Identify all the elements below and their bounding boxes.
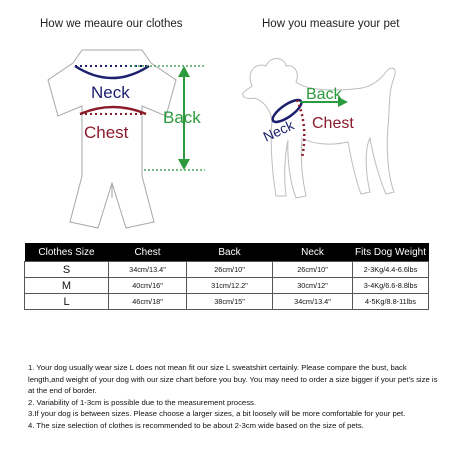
back-cell: 38cm/15" bbox=[187, 294, 273, 310]
chest-cell: 46cm/18" bbox=[109, 294, 187, 310]
clothes-back-label: Back bbox=[163, 108, 201, 127]
pet-chest-label: Chest bbox=[312, 115, 354, 132]
col-header-back: Back bbox=[187, 243, 273, 262]
sizing-notes bbox=[18, 362, 442, 431]
weight-cell: 3-4Kg/6.6-8.8lbs bbox=[353, 278, 429, 294]
chest-cell: 34cm/13.4" bbox=[109, 262, 187, 278]
chest-cell: 40cm/16" bbox=[109, 278, 187, 294]
note-item: 3.If your dog is between sizes. Please choose a larger sizes, a bit loosely will be more comfortable for your pet. bbox=[28, 409, 406, 418]
table-row bbox=[25, 278, 429, 294]
weight-cell: 2-3Kg/4.4-6.6lbs bbox=[353, 262, 429, 278]
pet-back-label: Back bbox=[306, 86, 342, 103]
pet-neck-label: Neck bbox=[260, 116, 297, 145]
col-header-fits-dog-weight: Fits Dog Weight bbox=[353, 243, 429, 262]
neck-cell: 26cm/10" bbox=[273, 262, 353, 278]
neck-cell: 30cm/12" bbox=[273, 278, 353, 294]
table-row bbox=[25, 262, 429, 278]
clothes-neck-label: Neck bbox=[91, 83, 130, 102]
note-item: 1. Your dog usually wear size L does not mean fit our size L sweatshirt certainly. Please compare the bust, back length,and weight of your dog with our size chart before you buy. You may need to order a size bigger if your pet's size is at the end of border. bbox=[28, 363, 438, 395]
neck-cell: 34cm/13.4" bbox=[273, 294, 353, 310]
back-cell: 31cm/12.2" bbox=[187, 278, 273, 294]
table-header-row bbox=[25, 243, 429, 262]
col-header-neck: Neck bbox=[273, 243, 353, 262]
table-row bbox=[25, 294, 429, 310]
col-header-clothes-size: Clothes Size bbox=[25, 243, 109, 262]
col-header-chest: Chest bbox=[109, 243, 187, 262]
note-item: 4. The size selection of clothes is recommended to be about 2-3cm wide based on the size of pets. bbox=[28, 420, 364, 430]
clothes-measure-heading: How we meaure our clothes bbox=[40, 18, 183, 30]
pet-measure-heading: How you measure your pet bbox=[262, 18, 400, 30]
note-item: 2. Variability of 1-3cm is possible due to the measurement process. bbox=[28, 397, 257, 407]
size-cell: L bbox=[25, 294, 109, 310]
size-cell: S bbox=[25, 262, 109, 278]
back-cell: 26cm/10" bbox=[187, 262, 273, 278]
weight-cell: 4-5Kg/8.8-11lbs bbox=[353, 294, 429, 310]
size-chart-table bbox=[24, 243, 429, 310]
size-cell: M bbox=[25, 278, 109, 294]
clothes-chest-label: Chest bbox=[84, 123, 129, 142]
